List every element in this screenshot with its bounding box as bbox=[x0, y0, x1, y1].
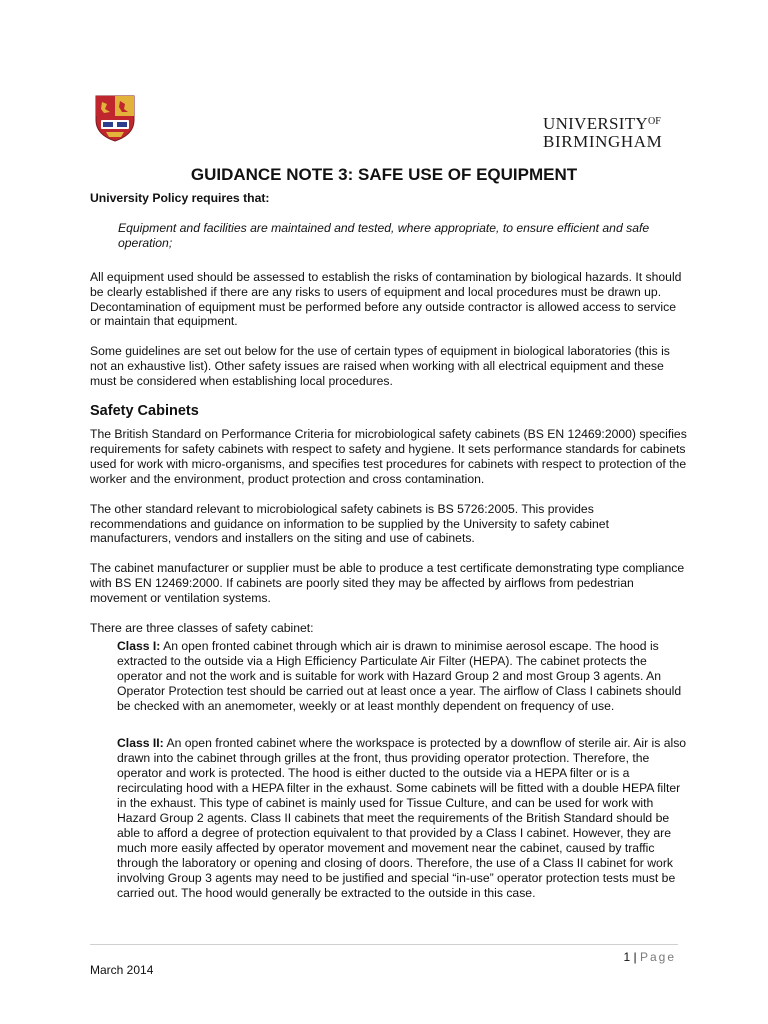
section-heading-safety-cabinets: Safety Cabinets bbox=[90, 403, 199, 420]
paragraph-guidelines: Some guidelines are set out below for the use of certain types of equipment in biological laboratories (this is not an exhaustive list). Other safety issues are raised when working with all electrical equipment and these must be considered when establishing local procedures. bbox=[90, 344, 670, 389]
class-2-text: An open fronted cabinet where the workspace is protected by a downflow of sterile air. Air is also drawn into the cabinet through grilles at the front, thus providing operator protection. Therefore, the operator and work is protected. The hood is either ducted to the outside via a HEPA filter or is a recirculating hood with a HEPA filter in the exhaust. Some cabinets will be fitted with a double HEPA filter in the exhaust. This type of cabinet is mainly used for Tissue Culture, and can be used for work with Hazard Group 2 agents. Class II cabinets that meet the requirements of the British Standard should be able to afford a degree of protection equivalent to that provided by a Class I cabinet. However, they are much more easily affected by operator movement and movement near the cabinet, caused by traffic through the laboratory or opening and closing of doors. Therefore, the use of a Class II cabinet for work involving Group 3 agents may need to be justified and special “in-use” operator protection tests must be carried out. The hood would generally be extracted to the outside in this case. bbox=[117, 736, 687, 900]
university-crest-logo bbox=[94, 94, 136, 142]
policy-heading: University Policy requires that: bbox=[90, 191, 270, 205]
paragraph-test-certificate: The cabinet manufacturer or supplier must be able to produce a test certificate demonstrating type compliance with BS EN 12469:2000. If cabinets are poorly sited they may be affected by airflows from pedestrian movement or ventilation systems. bbox=[90, 561, 685, 606]
footer-divider bbox=[90, 944, 678, 945]
policy-quote: Equipment and facilities are maintained and tested, where appropriate, to ensure efficient and safe operation; bbox=[118, 220, 650, 250]
class-1-description bbox=[117, 639, 690, 714]
wordmark-of: OF bbox=[648, 116, 661, 127]
page-word: Page bbox=[639, 950, 676, 964]
document-body bbox=[90, 191, 690, 900]
classes-intro: There are three classes of safety cabinet: bbox=[90, 621, 314, 636]
class-1-label: Class I: bbox=[117, 638, 161, 653]
page-number-value: 1 bbox=[623, 950, 631, 964]
paragraph-bs5726: The other standard relevant to microbiological safety cabinets is BS 5726:2005. This provides recommendations and guidance on information to be supplied by the University to safety cabinet manufacturers, vendors and installers on the siting and use of cabinets. bbox=[90, 501, 609, 546]
wordmark-university: UNIVERSITY bbox=[543, 114, 648, 133]
class-2-label: Class II: bbox=[117, 736, 164, 751]
paragraph-assessment: All equipment used should be assessed to establish the risks of contamination by biological hazards. It should be clearly established if there are any risks to users of equipment and local procedures must be drawn up. Decontamination of equipment must be performed before any outside contractor is allowed access to service or maintain that equipment. bbox=[90, 269, 682, 329]
page-separator: | bbox=[630, 950, 640, 964]
document-title: GUIDANCE NOTE 3: SAFE USE OF EQUIPMENT bbox=[190, 165, 578, 184]
paragraph-british-standard: The British Standard on Performance Criteria for microbiological safety cabinets (BS EN 12469:2000) specifies requirements for safety cabinets with respect to safety and hygiene. It sets performance standards for cabinets used for work with micro-organisms, and specifies test procedures for cabinets with respect to protection of the worker and the environment, product protection and cross contamination. bbox=[90, 426, 687, 486]
page-number bbox=[623, 950, 676, 964]
class-1-text: An open fronted cabinet through which air is drawn to minimise aerosol escape. The hood is extracted to the outside via a High Efficiency Particulate Air Filter (HEPA). The cabinet protects the operator and not the work and is suitable for work with Hazard Group 2 and most Group 3 agents. An Operator Protection test should be carried out at least once a year. The airflow of Class I cabinets should be checked with an anemometer, weekly or at least monthly dependent on frequency of use. bbox=[117, 638, 682, 713]
footer-date: March 2014 bbox=[90, 963, 154, 977]
class-2-description bbox=[117, 736, 690, 900]
wordmark-birmingham: BIRMINGHAM bbox=[543, 132, 663, 151]
university-wordmark bbox=[543, 113, 662, 150]
